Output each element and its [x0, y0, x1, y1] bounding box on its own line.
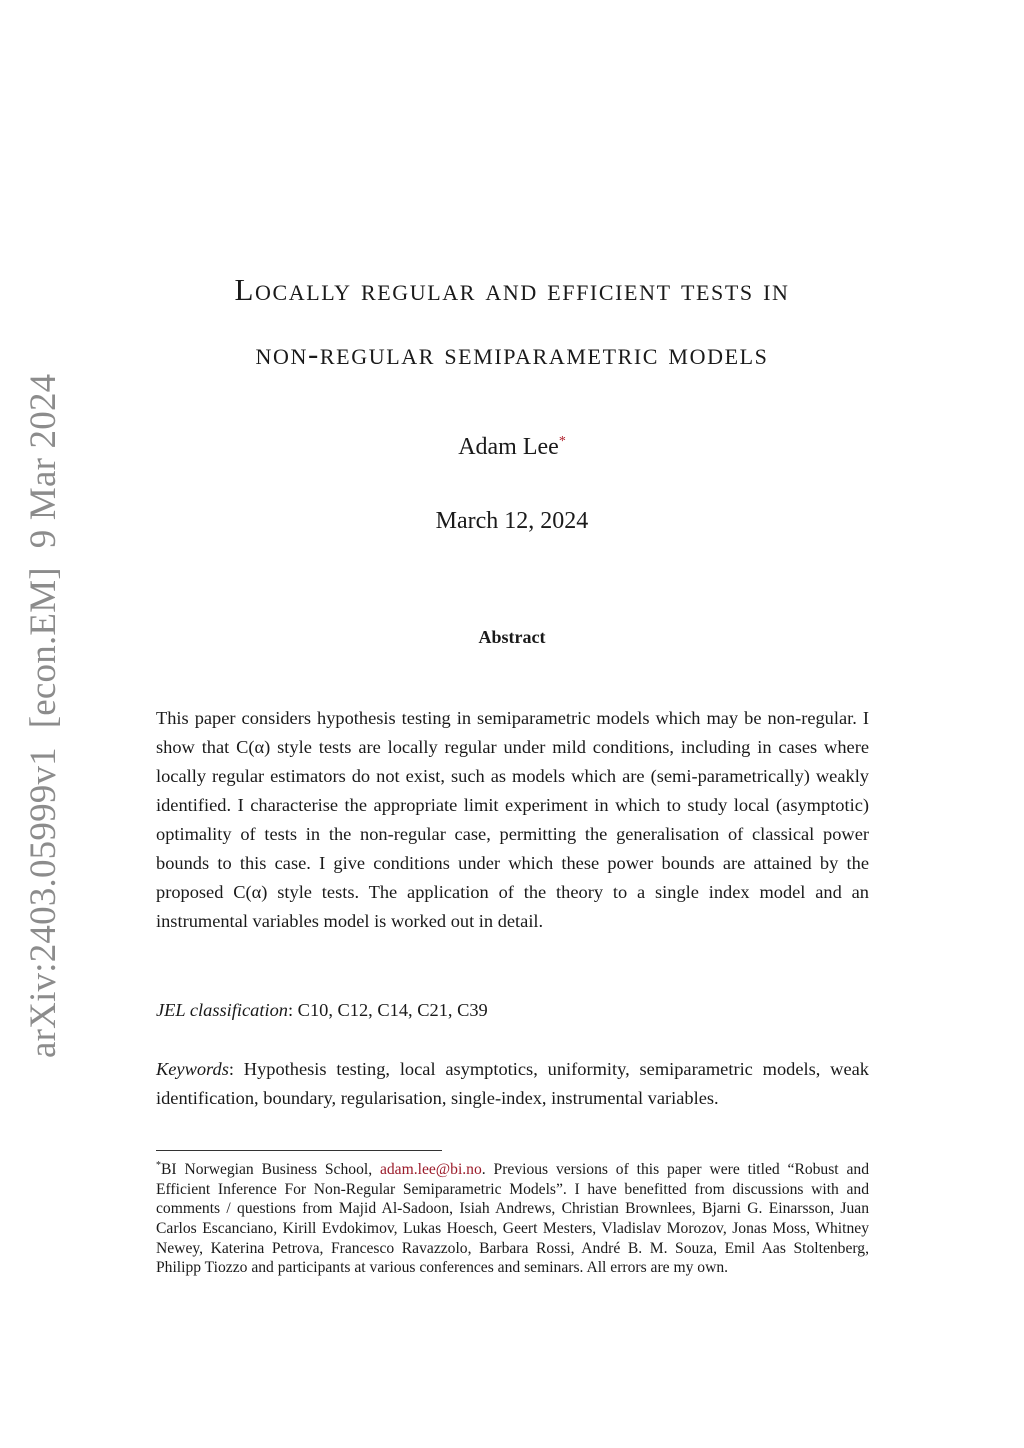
- abstract-body: This paper considers hypothesis testing in semiparametric models which may be non-regular. I show that C(α) style tests are locally regular under mild conditions, including in cases where locally regular estimators do not exist, such as models which are (semi-parametrically) weakly identified. I characterise the appropriate limit experiment in which to study local (asymptotic) optimality of tests in the non-regular case, permitting the generalisation of classical power bounds to this case. I give conditions under which these power bounds are attained by the proposed C(α) style tests. The application of the theory to a single index model and an instrumental variables model is worked out in detail.: [156, 708, 869, 931]
- author-block: [0, 434, 1024, 461]
- footnote-marker: *: [156, 1160, 161, 1171]
- paper-title-line-1: Locally regular and efficient tests in: [234, 272, 790, 307]
- jel-classification: [156, 1000, 488, 1021]
- footnote-divider: [156, 1150, 442, 1151]
- arxiv-identifier-stamp: arXiv:2403.05999v1 [econ.EM] 9 Mar 2024: [23, 373, 64, 1058]
- jel-label: JEL classification: [156, 1000, 288, 1020]
- footnote-acknowledgements: . Previous versions of this paper were titled “Robust and Efficient Inference For Non-Regular Semiparametric Models”. I have benefitted from discussions with and comments / questions from Majid Al-Sadoon, Isiah Andrews, Christian Brownlees, Bjarni G. Einarsson, Juan Carlos Escanciano, Kirill Evdokimov, Lukas Hoesch, Geert Mesters, Vladislav Morozov, Jonas Moss, Whitney Newey, Katerina Petrova, Francesco Ravazzolo, Barbara Rossi, André B. M. Souza, Emil Aas Stoltenberg, Philipp Tiozzo and participants at various conferences and seminars. All errors are my own.: [156, 1161, 869, 1277]
- abstract-heading: Abstract: [478, 627, 546, 647]
- author-email-link[interactable]: adam.lee@bi.no: [379, 1161, 482, 1179]
- keywords: [156, 1055, 869, 1113]
- keywords-label: Keywords: [156, 1059, 229, 1079]
- keywords-list: : Hypothesis testing, local asymptotics, uniformity, semiparametric models, weak identification, boundary, regularisation, single-index, instrumental variables.: [156, 1059, 869, 1108]
- author-footnote-marker[interactable]: *: [558, 434, 566, 449]
- jel-codes: : C10, C12, C14, C21, C39: [287, 1000, 488, 1020]
- footnote-affiliation: BI Norwegian Business School,: [161, 1161, 380, 1179]
- publication-date: March 12, 2024: [435, 508, 589, 534]
- author-footnote: [156, 1156, 869, 1278]
- paper-title-line-2: non-regular semiparametric models: [255, 336, 769, 371]
- author-name: Adam Lee: [458, 434, 559, 460]
